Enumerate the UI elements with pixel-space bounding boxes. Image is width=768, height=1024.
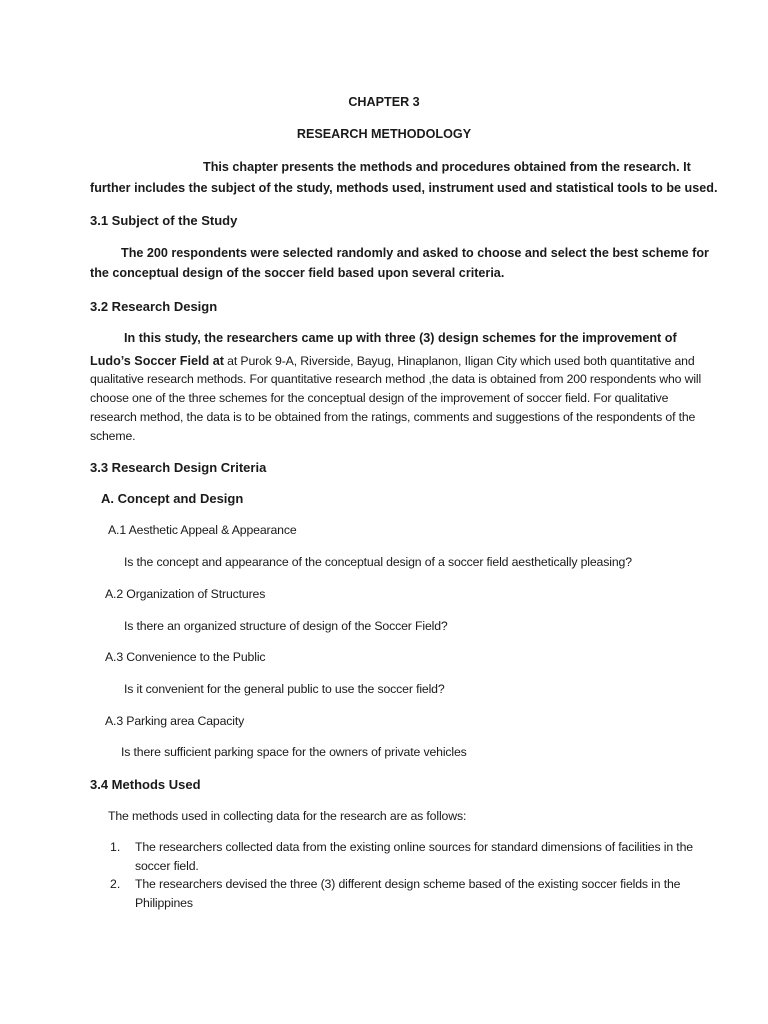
methods-intro: The methods used in collecting data for the research are as follows: [108,809,467,823]
section-3-2-line-6: scheme. [90,429,136,443]
chapter-title: RESEARCH METHODOLOGY [296,127,472,141]
section-3-2-line-4: choose one of the three schemes for the conceptual design of the improvement of soccer field. For qualitative [90,391,669,405]
criterion-label: A.2 Organization of Structures [105,587,266,601]
criterion-label: A.1 Aesthetic Appeal & Appearance [108,523,297,537]
section-3-3-heading: 3.3 Research Design Criteria [90,460,267,475]
criterion-question: Is the concept and appearance of the conceptual design of a soccer field aesthetically pleasing? [124,555,632,569]
list-item-line-1: The researchers collected data from the existing online sources for standard dimensions of facilities in the [135,840,693,854]
intro-line-1: This chapter presents the methods and procedures obtained from the research. It [203,160,691,174]
criterion-question: Is there sufficient parking space for the owners of private vehicles [121,745,467,759]
section-3-2-line-3: qualitative research methods. For quantitative research method ,the data is obtained from 200 respondents who will [90,372,702,386]
criterion-label: A.3 Parking area Capacity [105,714,245,728]
list-item-number: 2. [110,877,121,891]
section-3-2-line-1: In this study, the researchers came up with three (3) design schemes for the improvement of [124,331,677,345]
section-3-2-heading: 3.2 Research Design [90,299,218,314]
list-item-number: 1. [110,840,121,854]
section-3-1-line-2: the conceptual design of the soccer field based upon several criteria. [90,266,505,280]
chapter-label: CHAPTER 3 [348,95,420,109]
section-3-4-heading: 3.4 Methods Used [90,777,201,792]
section-3-2-line-5: research method, the data is to be obtained from the ratings, comments and suggestions of the respondents of the [90,410,696,424]
section-3-1-heading: 3.1 Subject of the Study [90,213,238,228]
field-name: Ludo’s Soccer Field at [90,354,224,368]
list-item-line-1: The researchers devised the three (3) different design scheme based of the existing soccer fields in the [135,877,681,891]
section-3-2-line-2 [90,352,695,370]
section-3-1-line-1: The 200 respondents were selected randomly and asked to choose and select the best scheme for [121,246,709,260]
criterion-question: Is there an organized structure of design of the Soccer Field? [124,619,448,633]
criterion-label: A.3 Convenience to the Public [105,650,266,664]
criterion-question: Is it convenient for the general public to use the soccer field? [124,682,445,696]
location-text: at Purok 9-A, Riverside, Bayug, Hinaplanon, Iligan City which used both quantitative and [223,354,695,368]
concept-design-subheading: A. Concept and Design [101,491,244,506]
list-item-line-2: Philippines [135,896,193,910]
list-item-line-2: soccer field. [135,859,199,873]
intro-line-2: further includes the subject of the study, methods used, instrument used and statistical tools to be used. [90,181,718,195]
